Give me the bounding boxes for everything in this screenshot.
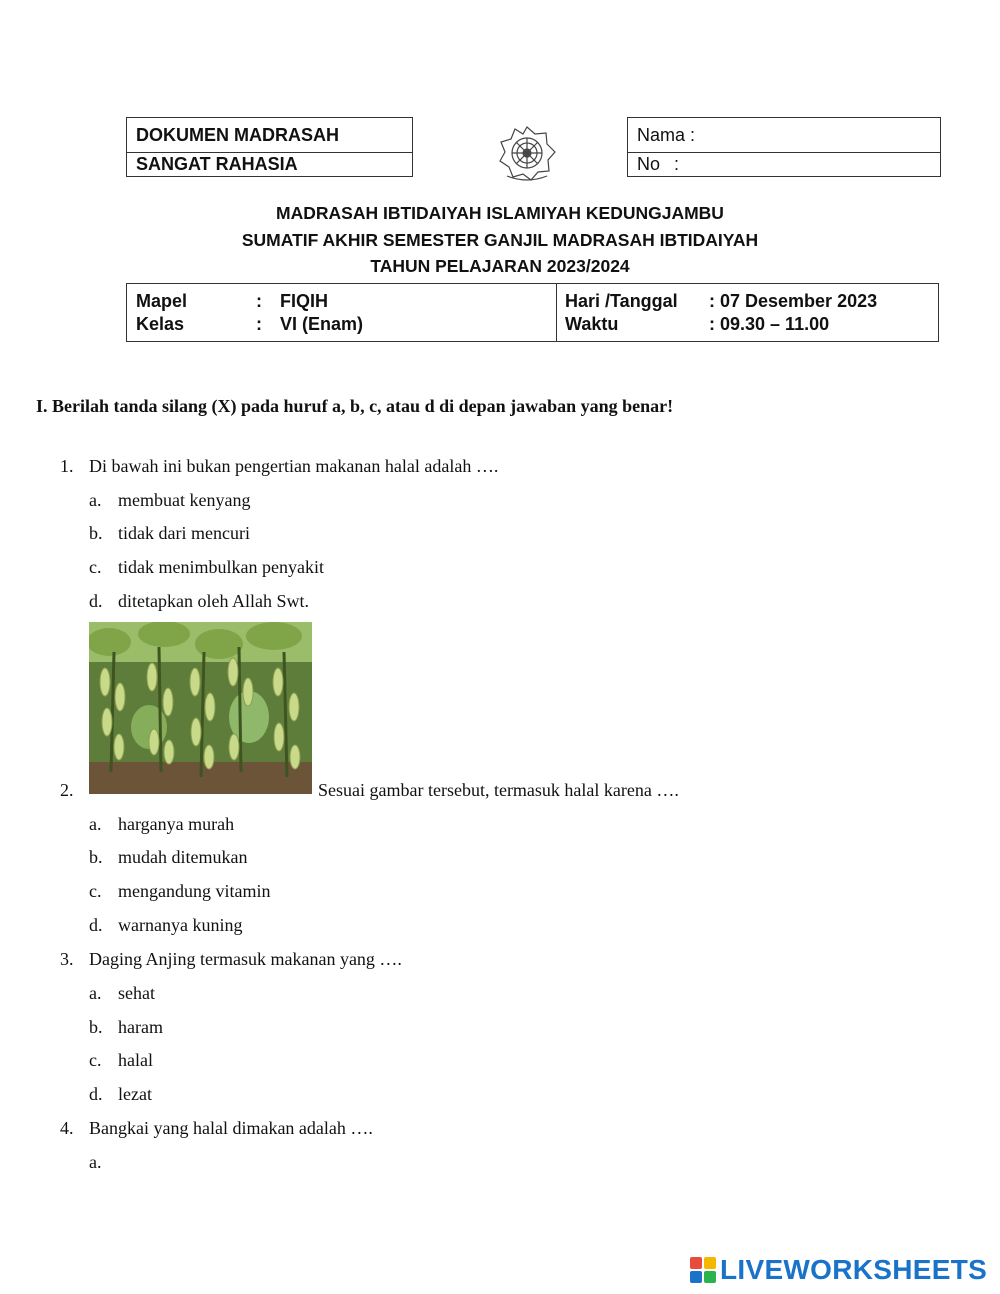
question-number: 4. [60,1118,74,1138]
document-type-label: DOKUMEN MADRASAH [127,118,412,153]
option-text[interactable]: harganya murah [118,814,235,834]
school-name: MADRASAH IBTIDAIYAH ISLAMIYAH KEDUNGJAMBU [276,203,724,223]
question-text: Daging Anjing termasuk makanan yang …. [89,949,402,969]
option-letter[interactable]: d. [89,915,103,935]
icon-tile-l [690,1257,702,1269]
icon-tile-v [690,1271,702,1283]
icon-tile-e [704,1271,716,1283]
time-value: : 09.30 – 11.00 [709,314,830,334]
option-text[interactable]: sehat [118,983,155,1003]
option-letter[interactable]: b. [89,847,103,867]
document-classification-box [126,117,413,177]
option-letter[interactable]: a. [89,1152,102,1172]
class-label: Kelas [136,314,185,334]
liveworksheets-logo[interactable] [690,1255,987,1285]
option-letter[interactable]: c. [89,557,102,577]
soybean-plants-image [89,622,312,794]
time-label: Waktu [565,314,619,334]
question-number: 3. [60,949,74,969]
confidentiality-label: SANGAT RAHASIA [136,154,298,174]
exam-info-box [126,283,939,342]
option-letter[interactable]: d. [89,591,103,611]
liveworksheets-wordmark[interactable]: LIVEWORKSHEETS [720,1254,988,1285]
icon-tile-i [704,1257,716,1269]
name-field-label: Nama : [628,118,940,153]
madrasah-logo-icon [495,124,559,184]
liveworksheets-icon [690,1257,716,1283]
option-text[interactable]: haram [118,1017,163,1037]
option-text[interactable]: membuat kenyang [118,490,251,510]
option-text[interactable]: ditetapkan oleh Allah Swt. [118,591,309,611]
option-letter[interactable]: d. [89,1084,103,1104]
subject-label: Mapel [136,291,188,311]
option-letter[interactable]: c. [89,1050,102,1070]
exam-title-block [0,200,1000,280]
section-instruction: I. Berilah tanda silang (X) pada huruf a, b, c, atau d di depan jawaban yang benar! [36,396,674,416]
question-number: 2. [60,780,74,800]
option-text[interactable]: tidak dari mencuri [118,523,250,543]
question-text: Bangkai yang halal dimakan adalah …. [89,1118,373,1138]
option-text[interactable]: lezat [118,1084,152,1104]
class-value: VI (Enam) [280,314,364,334]
academic-year: TAHUN PELAJARAN 2023/2024 [370,256,630,276]
number-field-colon: : [674,154,680,174]
option-letter[interactable]: b. [89,523,103,543]
option-letter[interactable]: b. [89,1017,103,1037]
date-label: Hari /Tanggal [565,291,678,311]
option-text[interactable]: mudah ditemukan [118,847,248,867]
class-colon: : [256,314,262,334]
option-letter[interactable]: c. [89,881,102,901]
option-text[interactable]: mengandung vitamin [118,881,271,901]
option-letter[interactable]: a. [89,490,102,510]
option-text[interactable]: tidak menimbulkan penyakit [118,557,324,577]
question-text: Sesuai gambar tersebut, termasuk halal karena …. [318,780,679,800]
option-letter[interactable]: a. [89,983,102,1003]
subject-value: FIQIH [280,291,328,311]
option-letter[interactable]: a. [89,814,102,834]
option-text[interactable]: halal [118,1050,153,1070]
question-number: 1. [60,456,74,476]
subject-colon: : [256,291,262,311]
subject-class-cell [127,284,557,341]
number-field-label: No [637,154,661,174]
exam-name: SUMATIF AKHIR SEMESTER GANJIL MADRASAH IBTIDAIYAH [241,229,759,250]
date-value: : 07 Desember 2023 [709,291,878,311]
question-text: Di bawah ini bukan pengertian makanan halal adalah …. [89,456,499,476]
option-text[interactable]: warnanya kuning [118,915,243,935]
student-identity-box [627,117,941,177]
number-field [628,153,940,176]
